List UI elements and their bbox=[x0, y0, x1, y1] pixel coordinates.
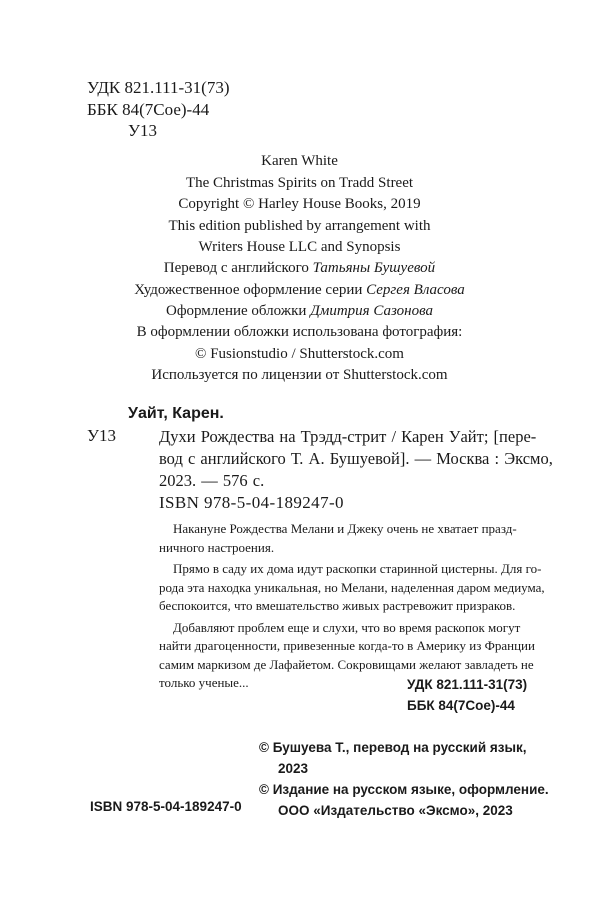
catalog-line: 2023. — 576 с. bbox=[159, 471, 265, 490]
credit-line: Karen White bbox=[261, 153, 338, 169]
annotation-line: ничного настроения. bbox=[159, 539, 275, 555]
udk-code: УДК 821.111-31(73) bbox=[87, 78, 230, 97]
annotation-line: Прямо в саду их дома идут раскопки старинной цистерны. Для го- bbox=[173, 561, 542, 576]
translation-credit: Перевод с английского Татьяны Бушуевой bbox=[163, 260, 436, 276]
credit-line: The Christmas Spirits on Tradd Street bbox=[185, 174, 414, 191]
credit-line: Copyright © Harley House Books, 2019 bbox=[178, 196, 421, 212]
copyright-line: 2023 bbox=[278, 761, 309, 776]
cover-design-credit: Оформление обложки Дмитрия Сазонова bbox=[165, 303, 434, 319]
author-mark: У13 bbox=[128, 121, 158, 140]
bbk-code: ББК 84(7Сое)-44 bbox=[87, 100, 210, 119]
original-credits bbox=[0, 151, 599, 259]
copyright-line: © Бушуева Т., перевод на русский язык, bbox=[259, 740, 527, 755]
credit-line: This edition published by arrangement with bbox=[168, 217, 431, 234]
credit-line: Writers House LLC and Synopsis bbox=[198, 239, 401, 255]
catalog-author: Уайт, Карен. bbox=[128, 405, 224, 422]
translator-name: Татьяны Бушуевой bbox=[312, 260, 436, 276]
annotation bbox=[159, 520, 559, 693]
bottom-bbk-code: ББК 84(7Сое)-44 bbox=[407, 698, 515, 713]
annotation-line: беспокоится, что вмешательство живых растревожит призраков. bbox=[159, 598, 516, 613]
cover-designer-name: Дмитрия Сазонова bbox=[310, 303, 434, 319]
catalog-line: вод с английского Т. А. Бушуевой]. — Москва : Эксмо, bbox=[159, 449, 553, 468]
series-design-credit: Художественное оформление серии Сергея Власова bbox=[134, 281, 465, 298]
bottom-udk-code: УДК 821.111-31(73) bbox=[407, 677, 528, 692]
copyright-line: ООО «Издательство «Эксмо», 2023 bbox=[278, 803, 513, 818]
catalog-isbn: ISBN 978-5-04-189247-0 bbox=[159, 493, 344, 512]
annotation-line: найти драгоценности, привезенные когда-то в Америку из Франции bbox=[159, 638, 535, 653]
annotation-line: рода эта находка уникальная, но Мелани, наделенная даром медиума, bbox=[159, 579, 545, 595]
photo-credit-line: © Fusionstudio / Shutterstock.com bbox=[195, 345, 404, 362]
copyright-line: © Издание на русском языке, оформление. bbox=[259, 782, 549, 797]
russian-credits bbox=[0, 258, 599, 323]
annotation-line: Накануне Рождества Мелани и Джеку очень не хватает празд- bbox=[173, 521, 517, 536]
bottom-isbn: ISBN 978-5-04-189247-0 bbox=[90, 799, 242, 814]
annotation-line: Добавляют проблем еще и слухи, что во время раскопок могут bbox=[173, 619, 521, 635]
catalog-mark: У13 bbox=[87, 426, 117, 445]
catalog-description bbox=[159, 426, 553, 492]
series-designer-name: Сергея Власова bbox=[366, 281, 465, 298]
annotation-line: самим маркизом де Лафайетом. Сокровищами желают завладеть не bbox=[159, 656, 534, 672]
photo-credit-line: Используется по лицензии от Shutterstock.com bbox=[151, 367, 448, 383]
catalog-line: Духи Рождества на Трэдд-стрит / Карен Уайт; [пере- bbox=[159, 427, 537, 446]
photo-credits bbox=[0, 322, 599, 387]
annotation-line: только ученые... bbox=[159, 675, 249, 690]
copyright-block bbox=[259, 737, 549, 821]
photo-credit-line: В оформлении обложки использована фотография: bbox=[136, 324, 463, 340]
